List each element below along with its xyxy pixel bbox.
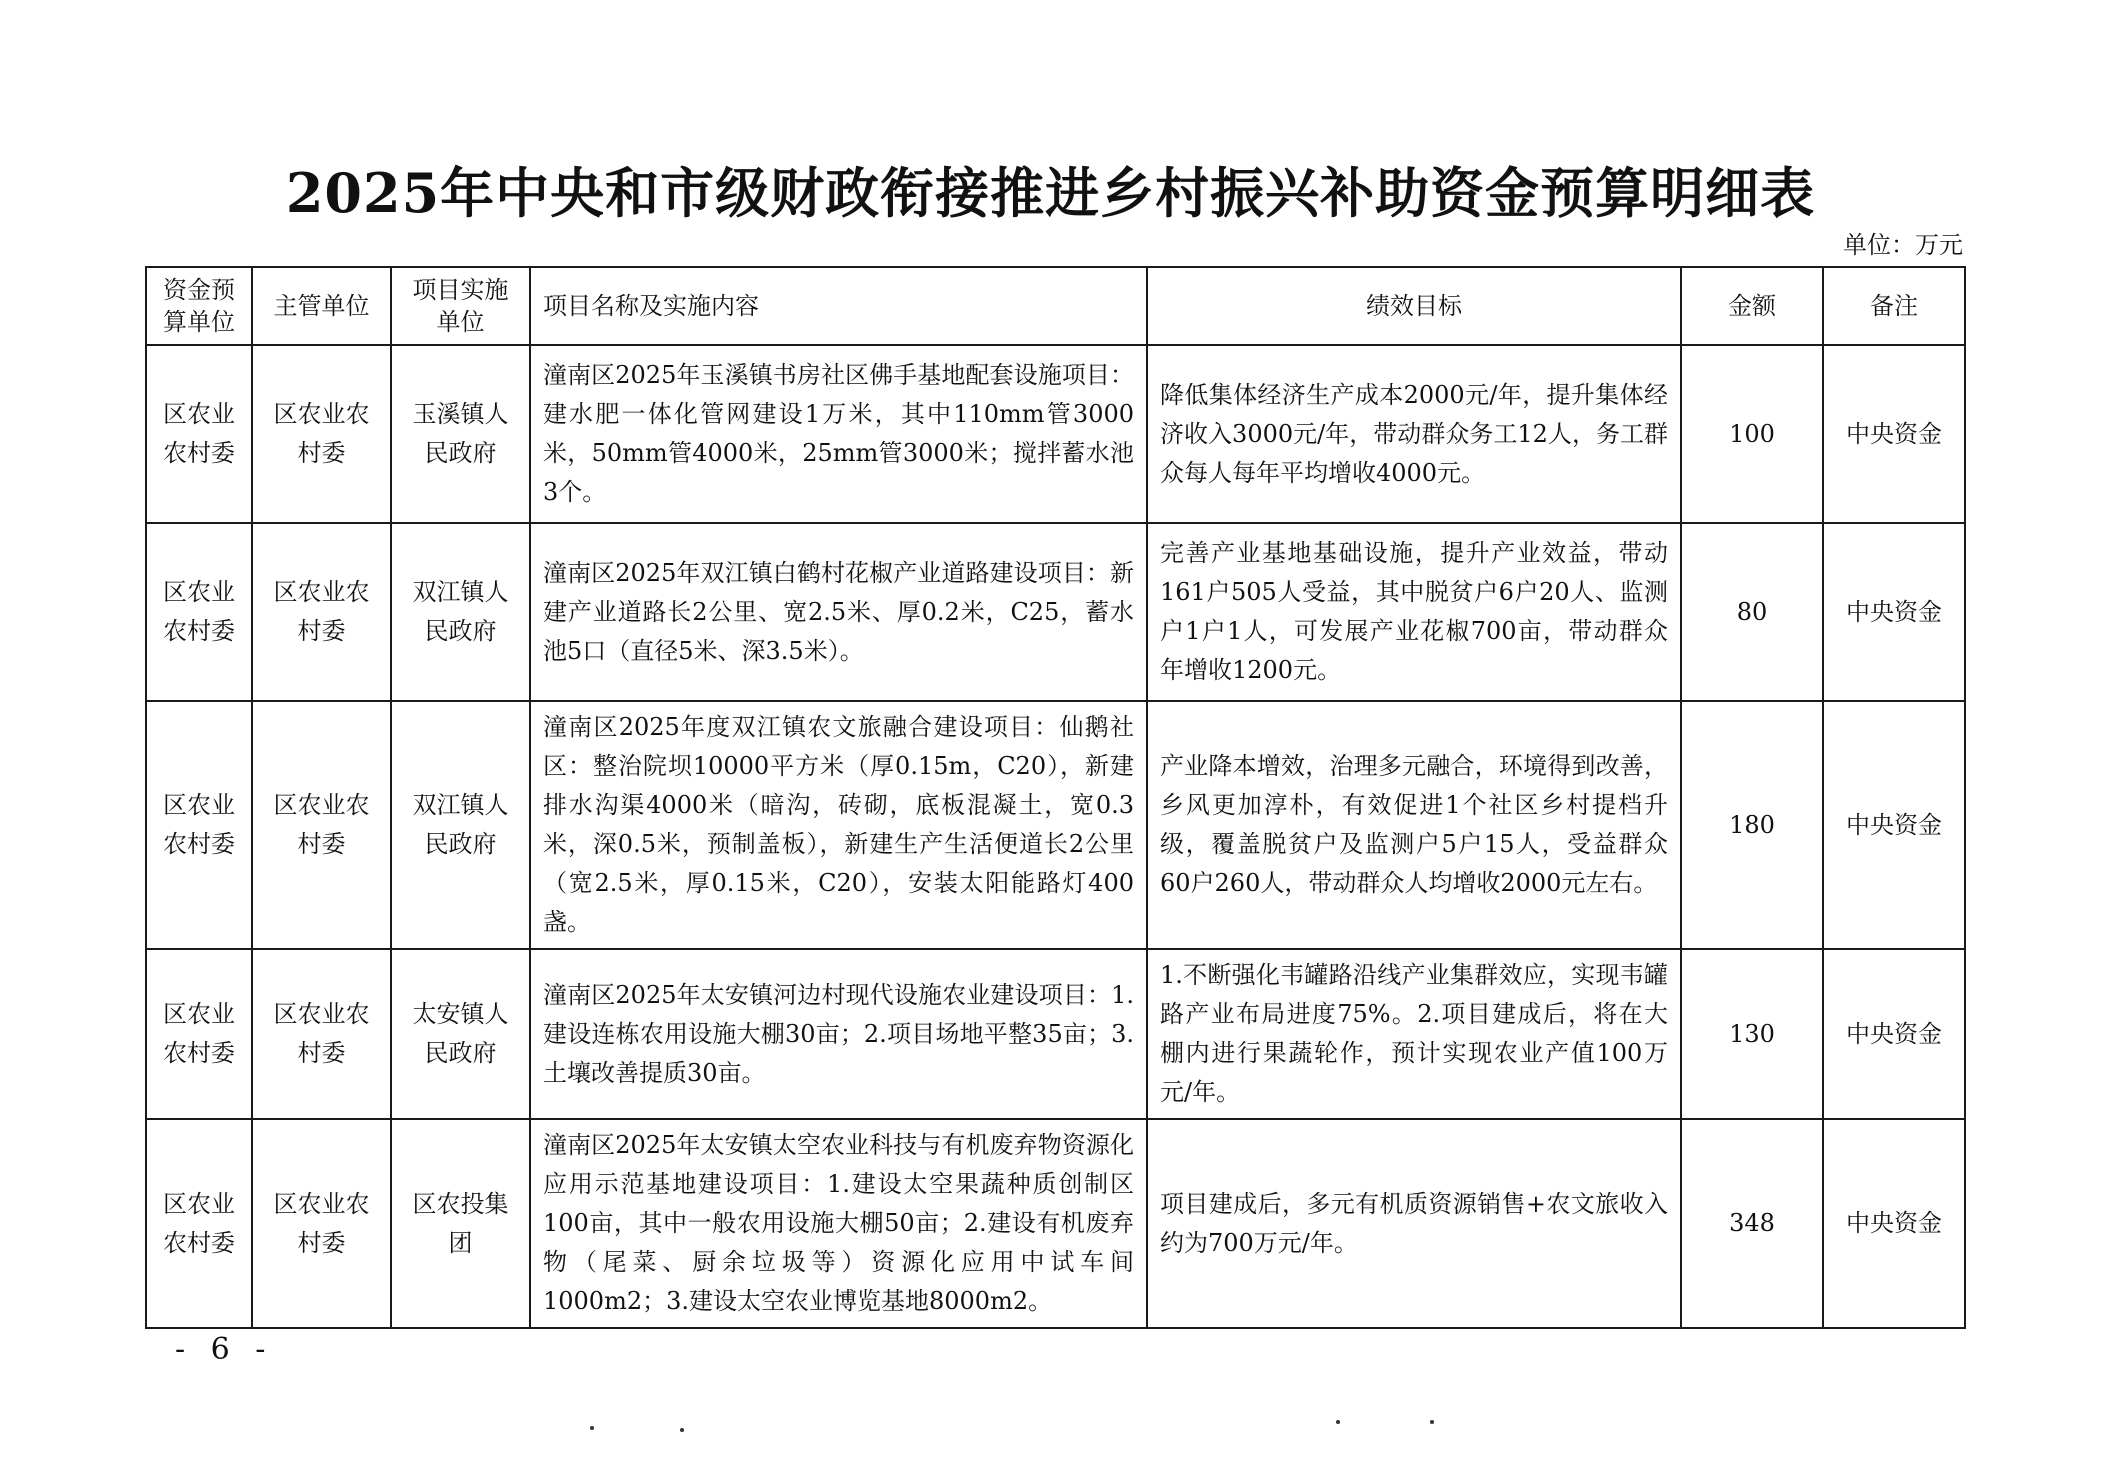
cell-amount: 80 [1681,523,1823,701]
cell-department: 区农业农村委 [252,701,391,949]
cell-budget-unit: 区农业农村委 [146,701,252,949]
table-row [146,949,1965,1119]
unit-label: 单位：万元 [1843,231,1963,259]
scan-speck [1336,1420,1340,1424]
header-goal: 绩效目标 [1147,267,1681,345]
cell-budget-unit: 区农业农村委 [146,523,252,701]
cell-impl-unit: 双江镇人民政府 [391,523,530,701]
cell-goal: 产业降本增效，治理多元融合，环境得到改善，乡风更加淳朴，有效促进1个社区乡村提档升级，覆盖脱贫户及监测户5户15人，受益群众60户260人，带动群众人均增收2000元左右。 [1147,701,1681,949]
cell-note: 中央资金 [1823,701,1965,949]
cell-impl-unit: 双江镇人民政府 [391,701,530,949]
cell-project: 潼南区2025年玉溪镇书房社区佛手基地配套设施项目：建水肥一体化管网建设1万米，其中110mm管3000米，50mm管4000米，25mm管3000米；搅拌蓄水池3个。 [530,345,1147,523]
cell-impl-unit: 区农投集团 [391,1119,530,1328]
page-number: - 6 - [175,1332,274,1367]
cell-goal: 完善产业基地基础设施，提升产业效益，带动161户505人受益，其中脱贫户6户20人、监测户1户1人，可发展产业花椒700亩，带动群众年增收1200元。 [1147,523,1681,701]
cell-goal: 降低集体经济生产成本2000元/年，提升集体经济收入3000元/年，带动群众务工12人，务工群众每人每年平均增收4000元。 [1147,345,1681,523]
cell-project: 潼南区2025年度双江镇农文旅融合建设项目：仙鹅社区：整治院坝10000平方米（厚0.15m，C20），新建排水沟渠4000米（暗沟，砖砌，底板混凝土，宽0.3米，深0.5米，预制盖板），新建生产生活便道长2公里（宽2.5米，厚0.15米，C20），安装太阳能路灯400盏。 [530,701,1147,949]
table-row [146,523,1965,701]
cell-project: 潼南区2025年太安镇河边村现代设施农业建设项目：1.建设连栋农用设施大棚30亩；2.项目场地平整35亩；3.土壤改善提质30亩。 [530,949,1147,1119]
cell-budget-unit: 区农业农村委 [146,345,252,523]
scan-speck [590,1426,594,1430]
cell-note: 中央资金 [1823,949,1965,1119]
cell-budget-unit: 区农业农村委 [146,1119,252,1328]
table-row [146,701,1965,949]
cell-budget-unit: 区农业农村委 [146,949,252,1119]
table-row [146,345,1965,523]
cell-amount: 100 [1681,345,1823,523]
header-department: 主管单位 [252,267,391,345]
cell-project: 潼南区2025年太安镇太空农业科技与有机废弃物资源化应用示范基地建设项目：1.建设太空果蔬种质创制区100亩，其中一般农用设施大棚50亩；2.建设有机废弃物（尾菜、厨余垃圾等）资源化应用中试车间1000m2；3.建设太空农业博览基地8000m2。 [530,1119,1147,1328]
scan-speck [680,1428,684,1432]
scan-speck [1430,1420,1434,1424]
cell-impl-unit: 太安镇人民政府 [391,949,530,1119]
cell-department: 区农业农村委 [252,523,391,701]
cell-amount: 180 [1681,701,1823,949]
cell-note: 中央资金 [1823,523,1965,701]
budget-table [145,266,1966,1329]
cell-impl-unit: 玉溪镇人民政府 [391,345,530,523]
header-amount: 金额 [1681,267,1823,345]
table-row [146,1119,1965,1328]
table-header-row [146,267,1965,345]
cell-amount: 348 [1681,1119,1823,1328]
cell-goal: 1.不断强化韦罐路沿线产业集群效应，实现韦罐路产业布局进度75%。2.项目建成后，将在大棚内进行果蔬轮作，预计实现农业产值100万元/年。 [1147,949,1681,1119]
page-title: 2025年中央和市级财政衔接推进乡村振兴补助资金预算明细表 [285,161,1816,225]
header-project: 项目名称及实施内容 [530,267,1147,345]
cell-department: 区农业农村委 [252,345,391,523]
cell-department: 区农业农村委 [252,949,391,1119]
cell-amount: 130 [1681,949,1823,1119]
header-impl-unit: 项目实施单位 [391,267,530,345]
cell-note: 中央资金 [1823,1119,1965,1328]
header-note: 备注 [1823,267,1965,345]
cell-project: 潼南区2025年双江镇白鹤村花椒产业道路建设项目：新建产业道路长2公里、宽2.5米、厚0.2米，C25，蓄水池5口（直径5米、深3.5米）。 [530,523,1147,701]
cell-note: 中央资金 [1823,345,1965,523]
cell-goal: 项目建成后，多元有机质资源销售+农文旅收入约为700万元/年。 [1147,1119,1681,1328]
cell-department: 区农业农村委 [252,1119,391,1328]
header-budget-unit: 资金预算单位 [146,267,252,345]
